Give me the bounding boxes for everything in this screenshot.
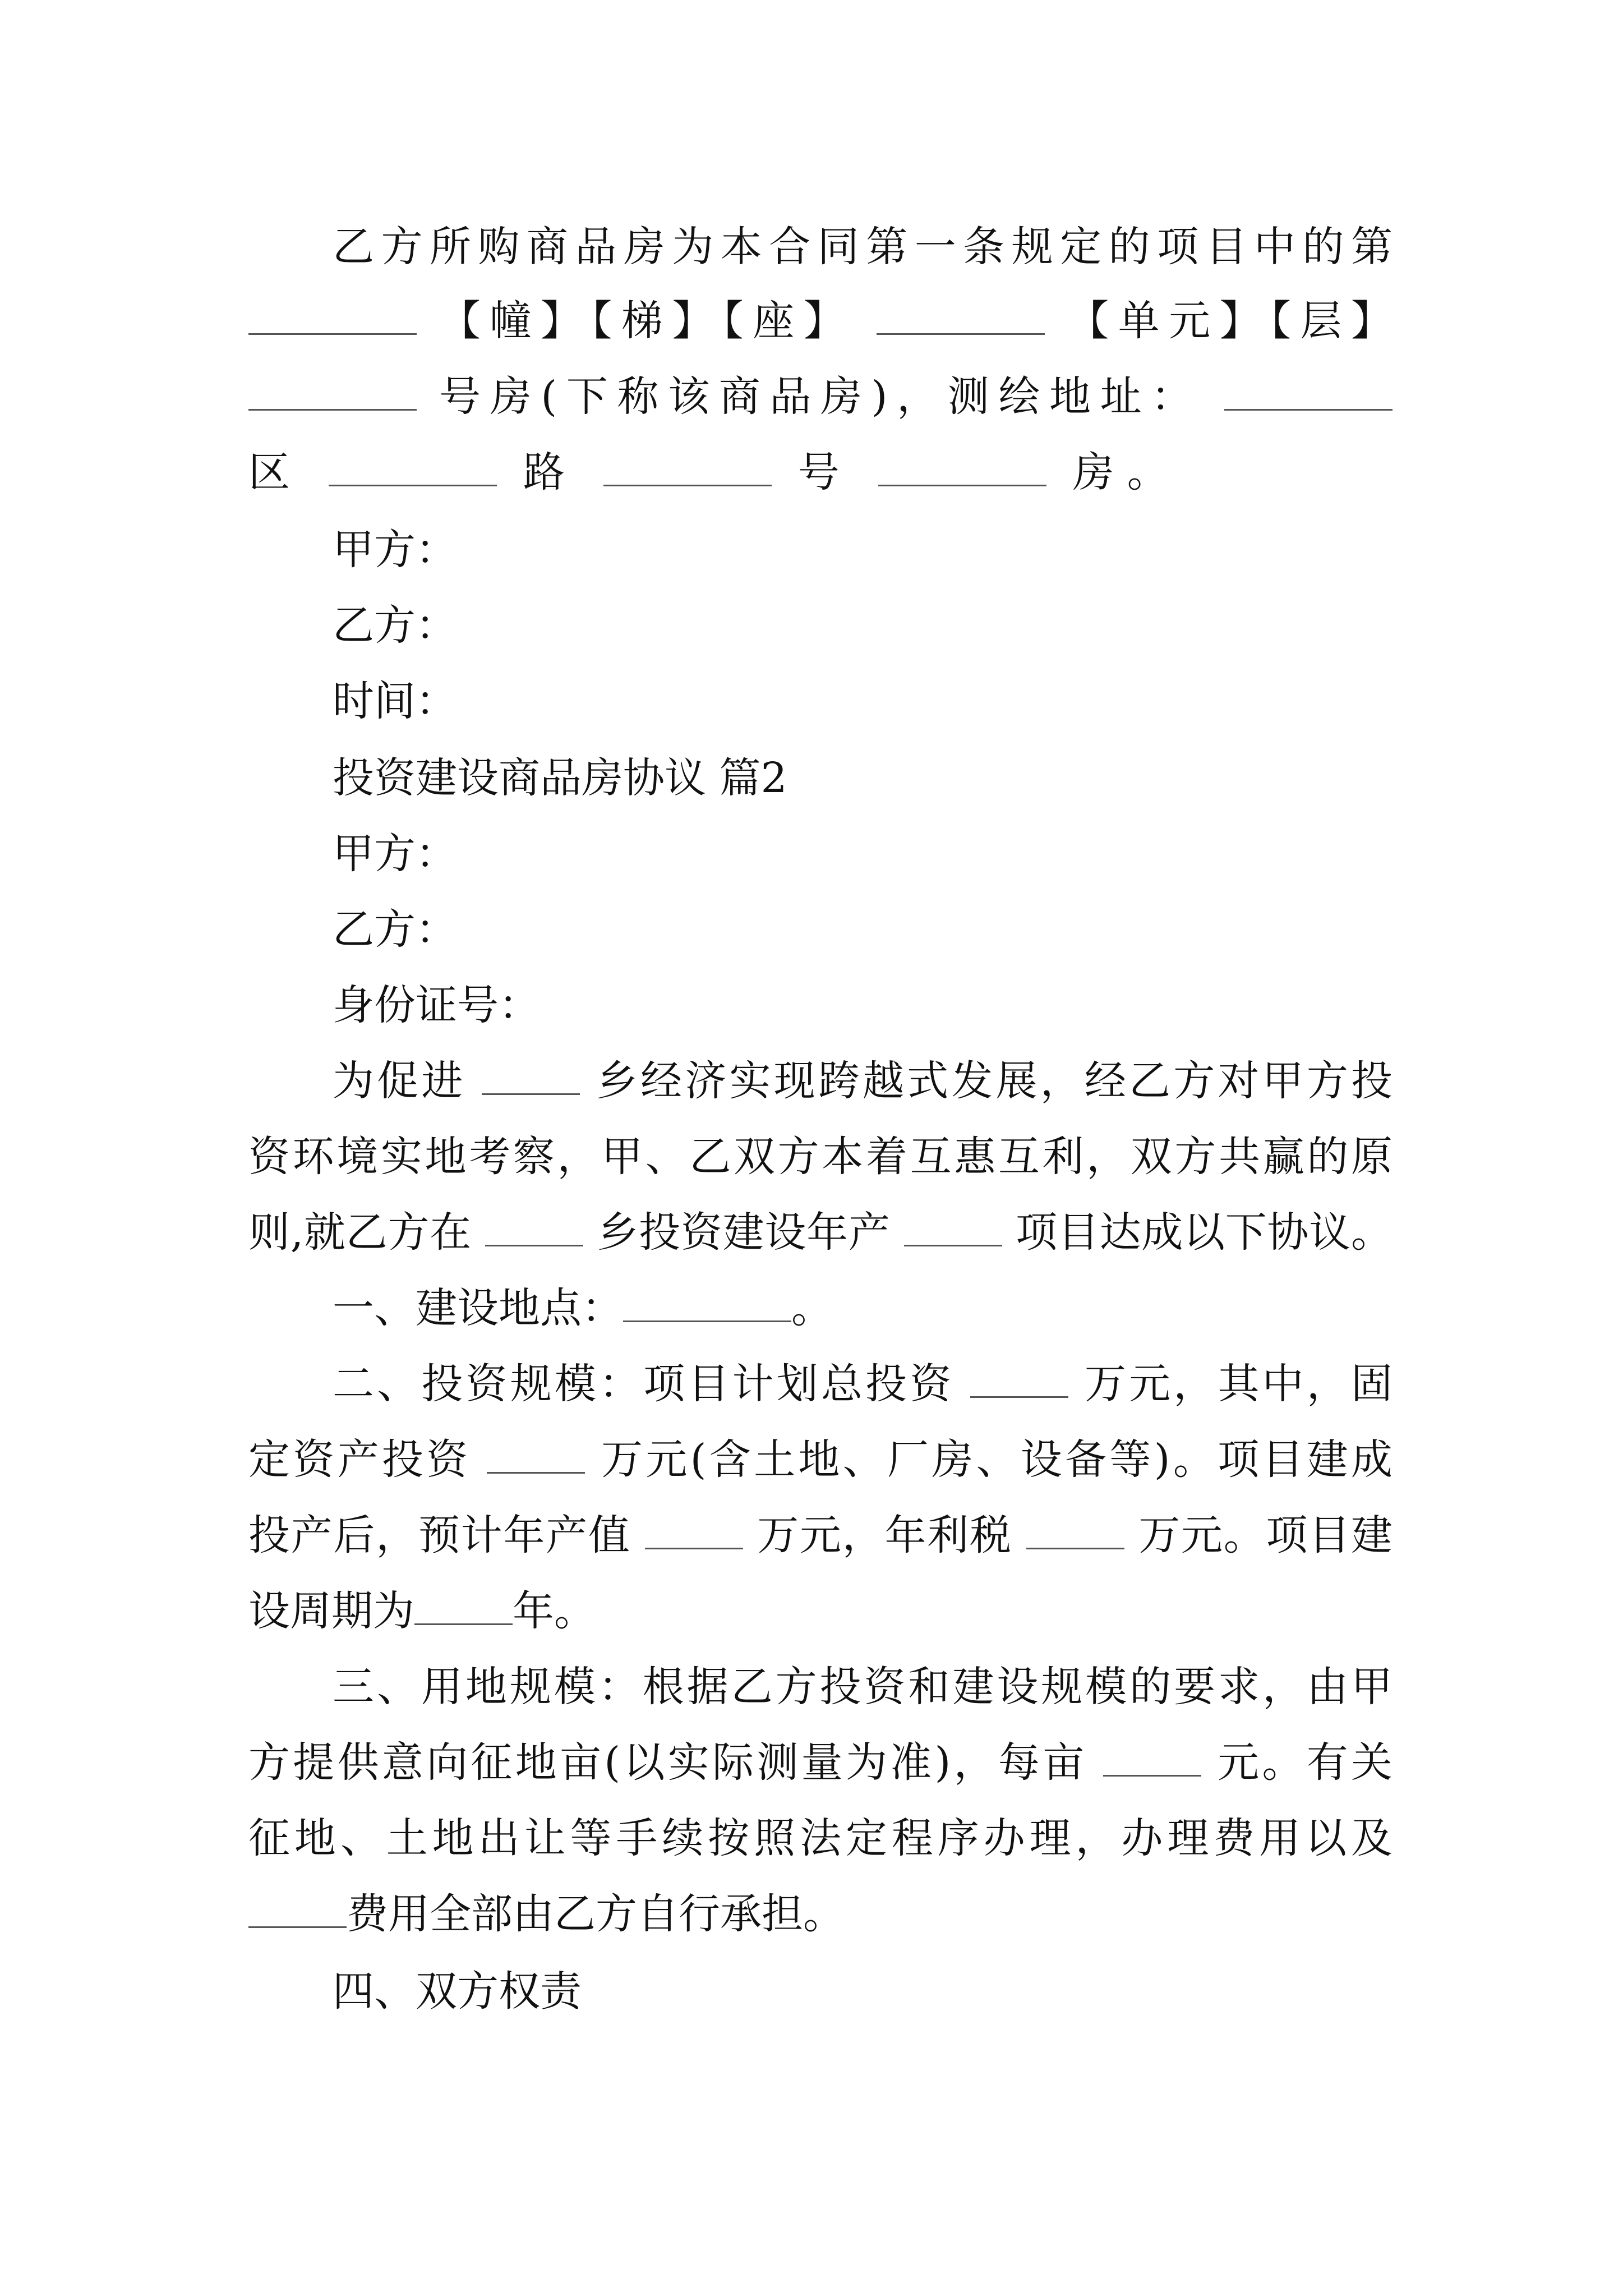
fill-in-blank — [877, 300, 1045, 335]
text-run: 房。 — [1072, 448, 1182, 496]
paragraph-line — [248, 1886, 1393, 1942]
paragraph-line — [248, 1356, 1393, 1412]
fill-in-blank — [603, 451, 772, 486]
paragraph-line — [248, 1583, 1393, 1639]
paragraph-line — [248, 1129, 1393, 1185]
paragraph-line — [248, 369, 1393, 425]
party-a-label: 甲方： — [333, 526, 457, 574]
paragraph-line — [248, 1432, 1393, 1488]
fill-in-blank — [1224, 375, 1393, 411]
text-run: 方提供意向征地亩(以实际测量为准)，每亩 — [248, 1738, 1087, 1787]
paragraph-line — [248, 293, 1393, 349]
text-run: 乡投资建设年产 — [597, 1208, 891, 1257]
party-b-label: 乙方： — [333, 905, 457, 954]
text-run: 万元(含土地、厂房、设备等)。项目建成 — [601, 1435, 1393, 1484]
text-run: 投产后，预计年产值 — [248, 1511, 631, 1559]
text-run: 费用全部由乙方自行承担。 — [347, 1890, 845, 1938]
paragraph-line — [248, 444, 1393, 500]
text-run: 路 — [523, 448, 578, 496]
party-b-label: 乙方： — [333, 601, 457, 650]
fill-in-blank — [248, 300, 417, 335]
text-run: 年。 — [513, 1587, 596, 1635]
text-run: 区 — [248, 448, 303, 496]
id-number-label: 身份证号： — [333, 981, 540, 1029]
party-a-label: 甲方： — [333, 830, 457, 878]
text-run: 定资产投资 — [248, 1435, 471, 1484]
paragraph-line — [248, 1053, 1393, 1109]
fill-in-blank — [970, 1363, 1068, 1398]
text-run: 项目达成以下协议。 — [1016, 1208, 1393, 1257]
text-run: 三、用地规模：根据乙方投资和建设规模的要求，由甲 — [333, 1663, 1393, 1711]
text-run: 设周期为 — [248, 1587, 414, 1635]
fill-in-blank — [414, 1590, 513, 1625]
text-run: 则,就乙方在 — [248, 1208, 472, 1257]
text-run: 【单元】【层】 — [1067, 297, 1393, 345]
paragraph-line — [248, 219, 1393, 275]
paragraph-line — [248, 1659, 1393, 1715]
fill-in-blank — [487, 1438, 585, 1474]
fill-in-blank — [1103, 1741, 1201, 1777]
text-run: 号房(下称该商品房)，测绘地址： — [439, 372, 1202, 421]
text-run: 一、建设地点： — [333, 1284, 623, 1332]
time-label: 时间： — [333, 677, 457, 725]
paragraph-line — [248, 1810, 1393, 1866]
fill-in-blank — [485, 1211, 583, 1246]
text-run: 【幢】【梯】【座】 — [439, 297, 855, 345]
text-run: 元。有关 — [1218, 1738, 1393, 1787]
fill-in-blank — [329, 451, 497, 486]
section-heading: 四、双方权责 — [333, 1967, 582, 2016]
text-run: 资环境实地考察，甲、乙双方本着互惠互利，双方共赢的原 — [248, 1133, 1393, 1181]
fill-in-blank — [645, 1514, 743, 1549]
fill-in-blank — [248, 1893, 347, 1928]
paragraph-line — [248, 1204, 1393, 1260]
text-run: 征地、土地出让等手续按照法定程序办理，办理费用以及 — [248, 1814, 1393, 1862]
paragraph-line — [248, 1280, 1393, 1336]
fill-in-blank — [482, 1060, 580, 1095]
text-run: 乙方所购商品房为本合同第一条规定的项目中的第 — [333, 223, 1393, 271]
section-title: 投资建设商品房协议 篇2 — [333, 754, 787, 802]
text-run: 为促进 — [333, 1057, 466, 1105]
text-run: 号 — [797, 448, 852, 496]
fill-in-blank — [904, 1211, 1002, 1246]
paragraph-line — [248, 1507, 1393, 1563]
text-run: 二、投资规模：项目计划总投资 — [333, 1360, 955, 1408]
fill-in-blank — [1026, 1514, 1124, 1549]
text-run: 万元，其中，固 — [1084, 1360, 1393, 1408]
fill-in-blank — [623, 1287, 791, 1322]
fill-in-blank — [248, 375, 417, 411]
fill-in-blank — [878, 451, 1046, 486]
paragraph-line — [248, 1734, 1393, 1791]
text-run: 。 — [791, 1284, 833, 1332]
text-run: 万元。项目建 — [1138, 1511, 1393, 1559]
text-run: 万元，年利税 — [757, 1511, 1012, 1559]
text-run: 乡经济实现跨越式发展，经乙方对甲方投 — [596, 1057, 1393, 1105]
